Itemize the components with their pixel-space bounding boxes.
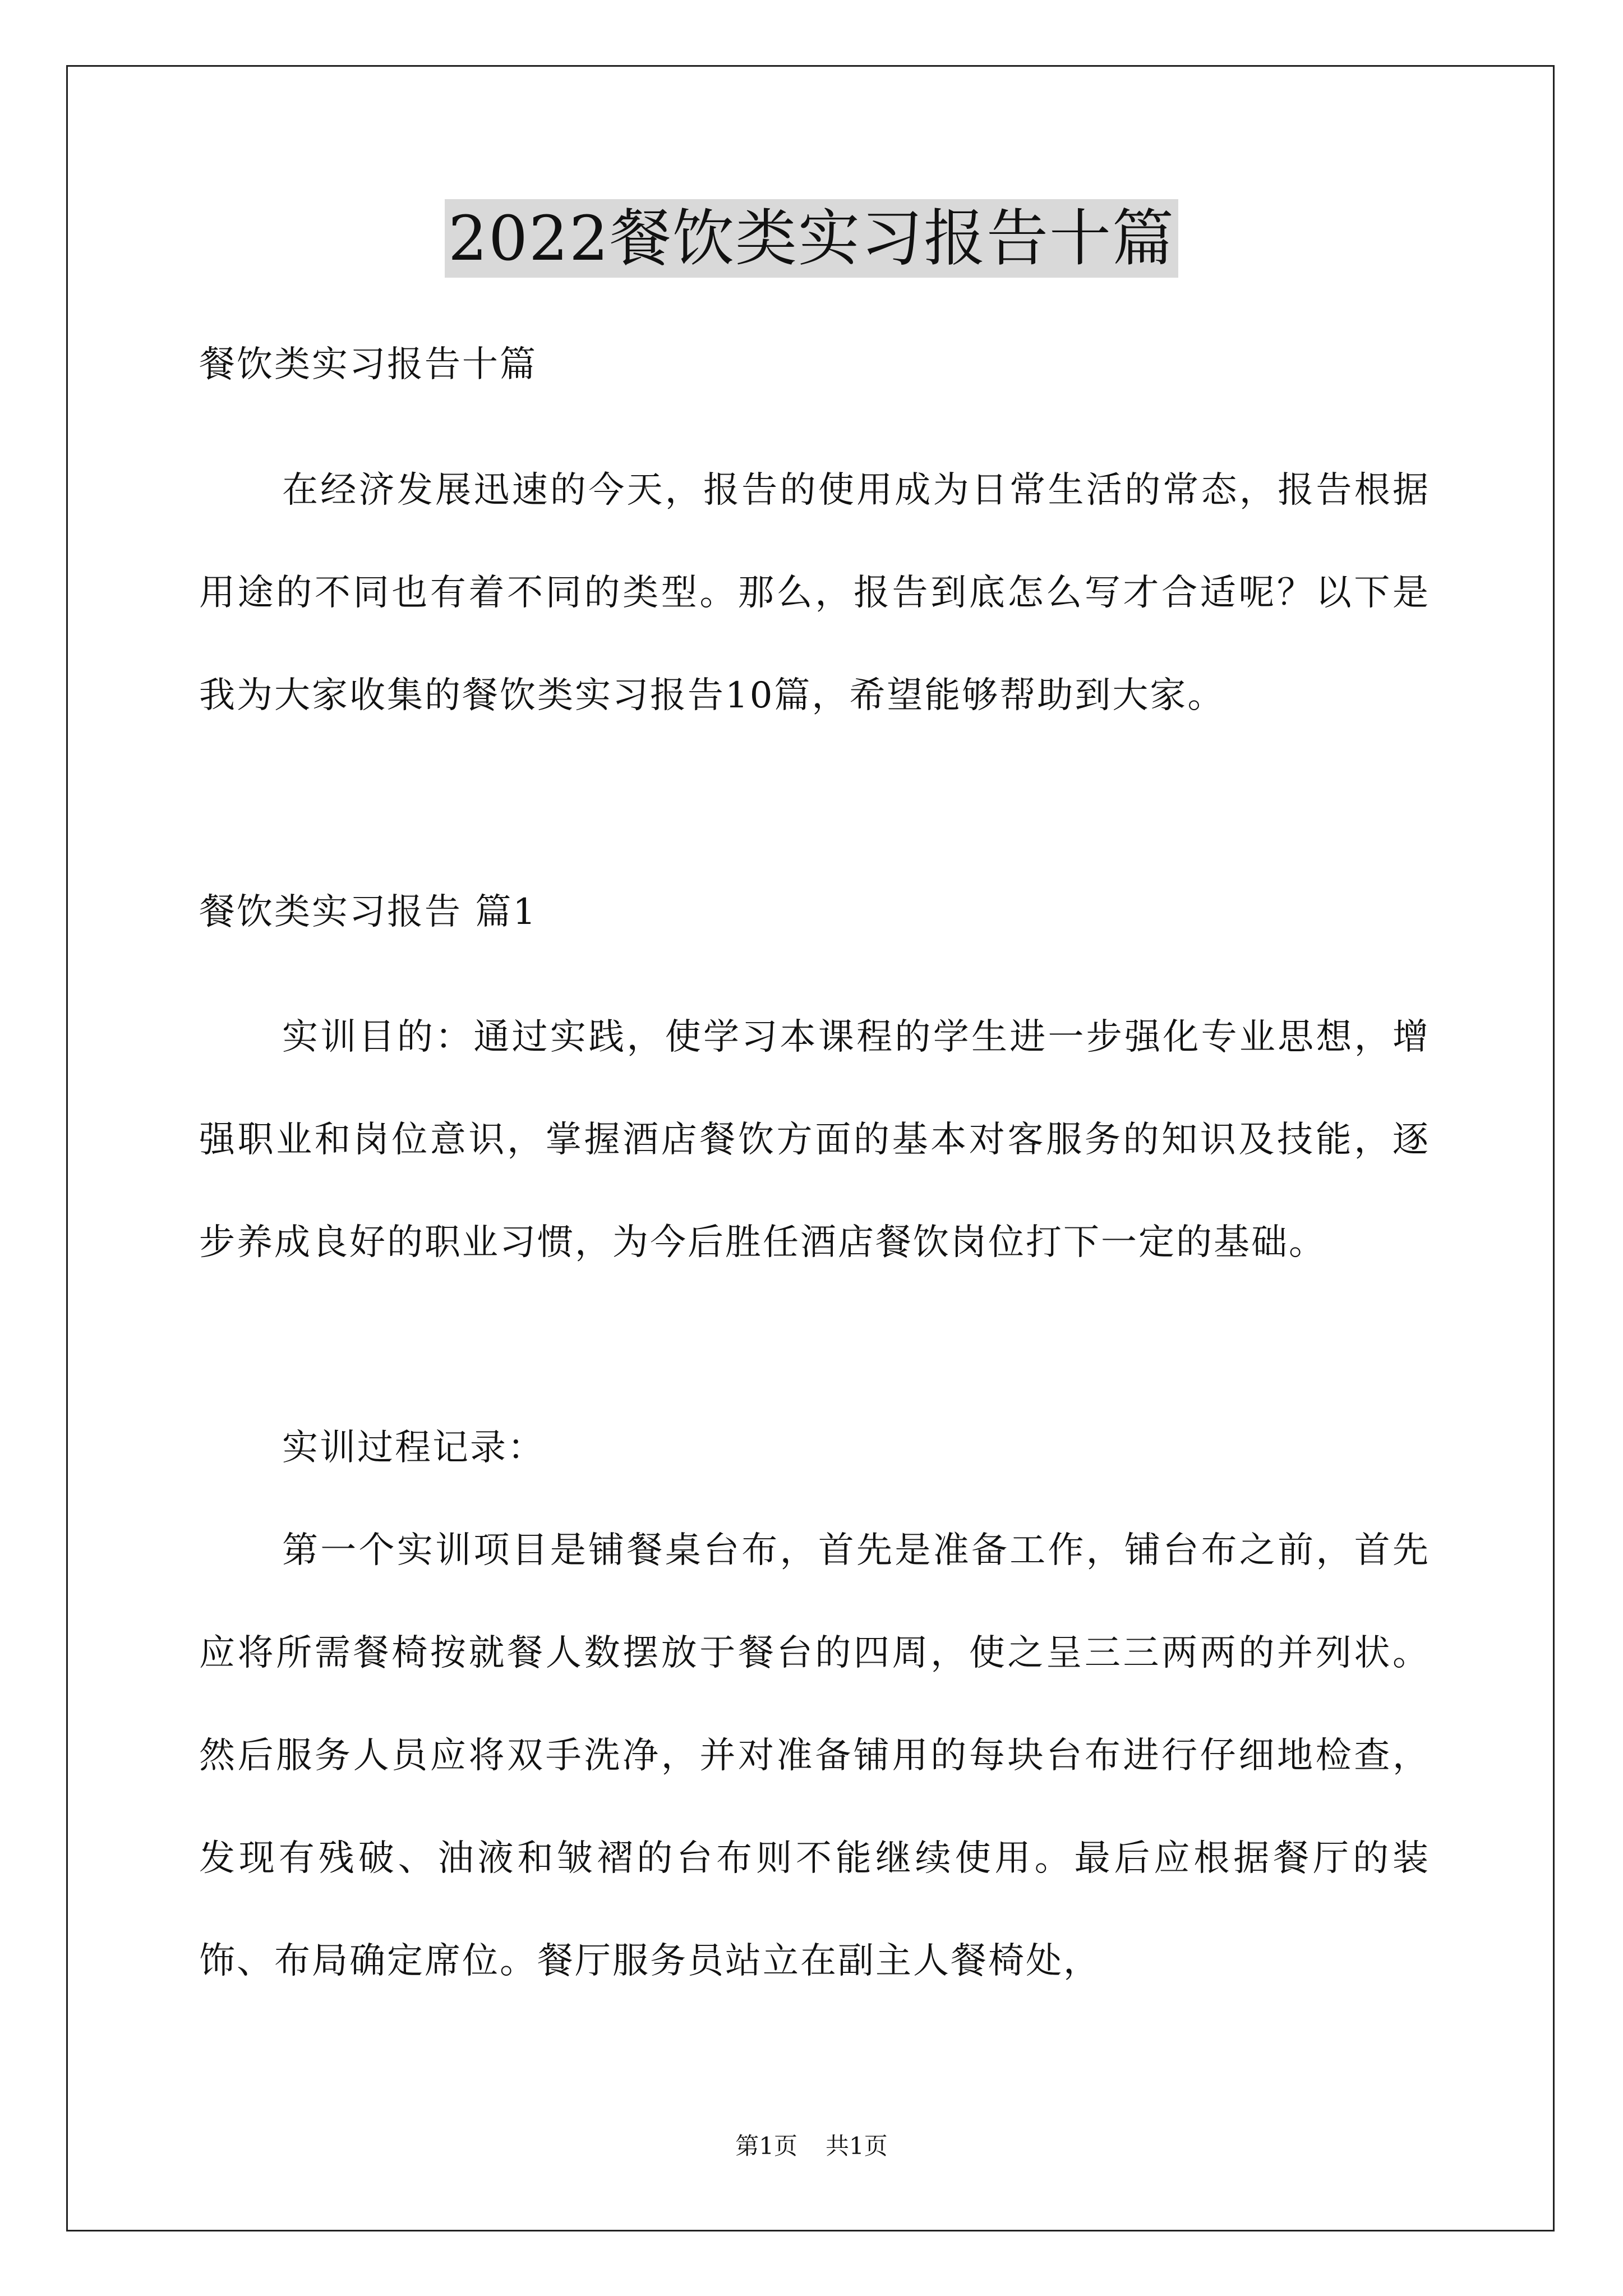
page-number-current: 第1页 <box>735 2132 797 2160</box>
document-subtitle: 餐饮类实习报告十篇 <box>199 344 537 385</box>
section1-paragraph-record-label: 实训过程记录： <box>282 1427 545 1469</box>
section-heading-1: 餐饮类实习报告 篇1 <box>199 891 538 933</box>
page-footer <box>0 2129 1623 2163</box>
section1-paragraph-tablecloth: 第一个实训项目是铺餐桌台布，首先是准备工作，铺台布之前，首先应将所需餐椅按就餐人数摆放于餐台的四周，使之呈三三两两的并列状。然后服务人员应将双手洗净，并对准备铺用的每块台布进行仔细地检查，发现有残破、油液和皱褶的台布则不能继续使用。最后应根据餐厅的装饰、布局确定席位。餐厅服务员站立在副主人餐椅处， <box>199 1530 1430 1982</box>
title-container <box>0 199 1623 278</box>
page-number-total: 共1页 <box>826 2132 888 2160</box>
document-title: 2022餐饮类实习报告十篇 <box>445 199 1178 278</box>
section1-paragraph-purpose: 实训目的：通过实践，使学习本课程的学生进一步强化专业思想，增强职业和岗位意识，掌握酒店餐饮方面的基本对客服务的知识及技能，逐步养成良好的职业习惯，为今后胜任酒店餐饮岗位打下一定的基础。 <box>199 1016 1430 1263</box>
intro-paragraph: 在经济发展迅速的今天，报告的使用成为日常生活的常态，报告根据用途的不同也有着不同的类型。那么，报告到底怎么写才合适呢？以下是我为大家收集的餐饮类实习报告10篇，希望能够帮助到大家。 <box>199 470 1430 716</box>
